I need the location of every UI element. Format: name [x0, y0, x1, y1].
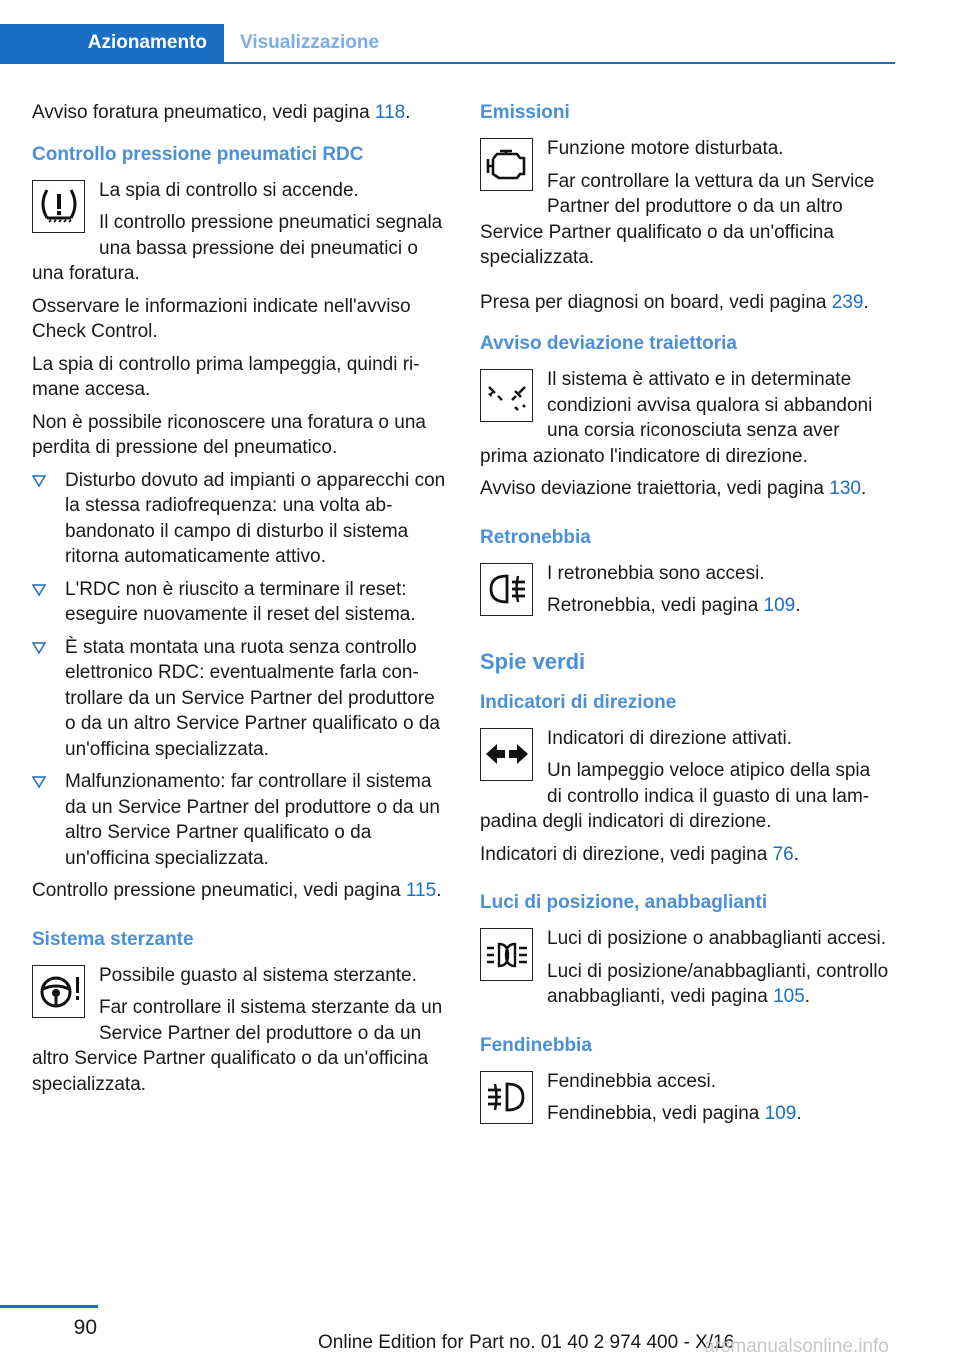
- turn-p2: Un lampeggio veloce atipico della spia di controllo indica il guasto di una lampadina degli indicatori di direzione.: [480, 760, 871, 832]
- frontfog-reference: Fendinebbia, vedi pagina 109.: [547, 1103, 802, 1124]
- rdc-p1: La spia di controllo si accende.: [99, 179, 359, 201]
- section-lowbeam: [480, 890, 890, 1017]
- triangle-bullet-icon: [32, 474, 46, 488]
- frontfog-p1: Fendinebbia accesi.: [547, 1070, 716, 1092]
- page-link-115[interactable]: 115: [405, 880, 437, 901]
- emissions-p1: Funzione motore disturbata.: [547, 138, 784, 159]
- heading-rdc: Controllo pressione pneumatici RDC: [32, 143, 364, 165]
- page-link-239[interactable]: 239: [831, 291, 864, 313]
- list-item: Malfunzionamento: far controllare il sistema da un Service Partner del produttore o da un altro Service Partner qualificato o da un'officina specializzata.: [32, 769, 448, 871]
- lane-reference: Avviso deviazione traiettoria, vedi pagina 130.: [480, 478, 867, 499]
- rdc-reference: Controllo pressione pneumatici, vedi pagina 115.: [32, 880, 442, 901]
- parking-low-beam-icon: [480, 928, 533, 981]
- section-emissions: [480, 100, 890, 278]
- steering-warning-icon: [32, 965, 85, 1018]
- check-engine-icon: [480, 138, 533, 191]
- edition-text: Online Edition for Part no. 01 40 2 974 400 - X/16: [318, 1332, 735, 1353]
- turn-reference: Indicatori di direzione, vedi pagina 76.: [480, 843, 799, 865]
- heading-frontfog: Fendinebbia: [480, 1034, 592, 1056]
- list-item: È stata montata una ruota senza controllo elettronico RDC: eventualmente farla controllare da un Service Partner del produttore o da un altro Service Partner qualificato o da un'officina specializzata.: [32, 635, 448, 763]
- footer-rule: [0, 1305, 98, 1308]
- intro-paragraph: Avviso foratura pneumatico, vedi pagina 118.: [32, 102, 411, 123]
- page-link-76[interactable]: 76: [772, 843, 794, 865]
- triangle-bullet-icon: [32, 775, 46, 789]
- turn-signal-icon: [480, 728, 533, 781]
- lane-p1: Il sistema è attivato e in determinate condizioni avvisa qualora si abbandoni una corsia riconosciuta senza aver prima azionato l'indicatore di direzione.: [480, 369, 873, 467]
- page-link-130[interactable]: 130: [829, 478, 861, 499]
- tab-azionamento[interactable]: Azionamento: [0, 24, 224, 62]
- emissions-p2: Far controllare la vettura da un Service Partner del produttore o da un altro Service Partner qualificato o da un'officina specializzata.: [480, 170, 875, 268]
- rearfog-reference: Retronebbia, vedi pagina 109.: [547, 595, 801, 616]
- rdc-p5: Non è possibile riconoscere una foratura o una perdita di pressione del pneumatico.: [32, 411, 426, 458]
- page-link-105[interactable]: 105: [773, 986, 805, 1007]
- rdc-p2: Il controllo pressione pneumatici segnala una bassa pressione dei pneumatici o una foratura.: [32, 212, 443, 284]
- section-rdc: [32, 142, 448, 911]
- front-fog-light-icon: [480, 1071, 533, 1124]
- left-column: [32, 100, 448, 1104]
- page-number: 90: [73, 1316, 97, 1339]
- steering-p2: Far controllare il sistema sterzante da un Service Partner del produttore o da un altro Service Partner qualificato o da un'officina specializzata.: [32, 997, 443, 1095]
- watermark: arsmanualsonline.info: [704, 1336, 889, 1357]
- list-item: Disturbo dovuto ad impianti o apparecchi con la stessa radiofrequenza: una volta abbandonato il campo di disturbo il sistema ritorna automaticamente attivo.: [32, 468, 448, 570]
- lowbeam-p1: Luci di posizione o anabbaglianti accesi.: [547, 928, 887, 949]
- heading-turn: Indicatori di direzione: [480, 691, 677, 713]
- list-item: L'RDC non è riuscito a terminare il reset: eseguire nuovamente il reset del sistema.: [32, 577, 448, 628]
- rearfog-p1: I retronebbia sono accesi.: [547, 562, 765, 584]
- tab-visualizzazione[interactable]: Visualizzazione: [240, 32, 380, 53]
- turn-p1: Indicatori di direzione attivati.: [547, 727, 793, 749]
- triangle-bullet-icon: [32, 583, 46, 597]
- heading-steering: Sistema sterzante: [32, 928, 194, 950]
- header-tabbar: [0, 24, 895, 64]
- section-lane: [480, 331, 890, 509]
- rdc-p4: La spia di controllo prima lampeggia, quindi rimane accesa.: [32, 353, 420, 400]
- tire-pressure-warning-icon: [32, 180, 85, 233]
- page-link-109-rear[interactable]: 109: [763, 595, 796, 616]
- section-turn: [480, 690, 890, 875]
- section-steering: [32, 927, 448, 1105]
- right-column: [480, 100, 890, 1134]
- page-link-109-front[interactable]: 109: [764, 1103, 797, 1124]
- lowbeam-reference: Luci di posizione/anabbaglianti, controllo anabbaglianti, vedi pagina 105.: [547, 960, 889, 1007]
- heading-emissions: Emissioni: [480, 102, 570, 123]
- rdc-p3: Osservare le informazioni indicate nell'avviso Check Control.: [32, 295, 411, 342]
- triangle-bullet-icon: [32, 641, 46, 655]
- emissions-reference: Presa per diagnosi on board, vedi pagina 239.: [480, 291, 869, 313]
- rdc-bullet-list: [32, 468, 448, 872]
- rear-fog-light-icon: [480, 563, 533, 616]
- section-rearfog: [480, 525, 890, 626]
- section-frontfog: [480, 1033, 890, 1134]
- heading-lane: Avviso deviazione traiettoria: [480, 333, 737, 354]
- heading-spie-verdi: Spie verdi: [480, 648, 586, 674]
- page-link-118[interactable]: 118: [374, 102, 406, 123]
- heading-rearfog: Retronebbia: [480, 526, 591, 548]
- heading-lowbeam: Luci di posizione, anabbaglianti: [480, 892, 768, 913]
- steering-p1: Possibile guasto al sistema sterzante.: [99, 964, 417, 986]
- lane-departure-icon: [480, 369, 533, 422]
